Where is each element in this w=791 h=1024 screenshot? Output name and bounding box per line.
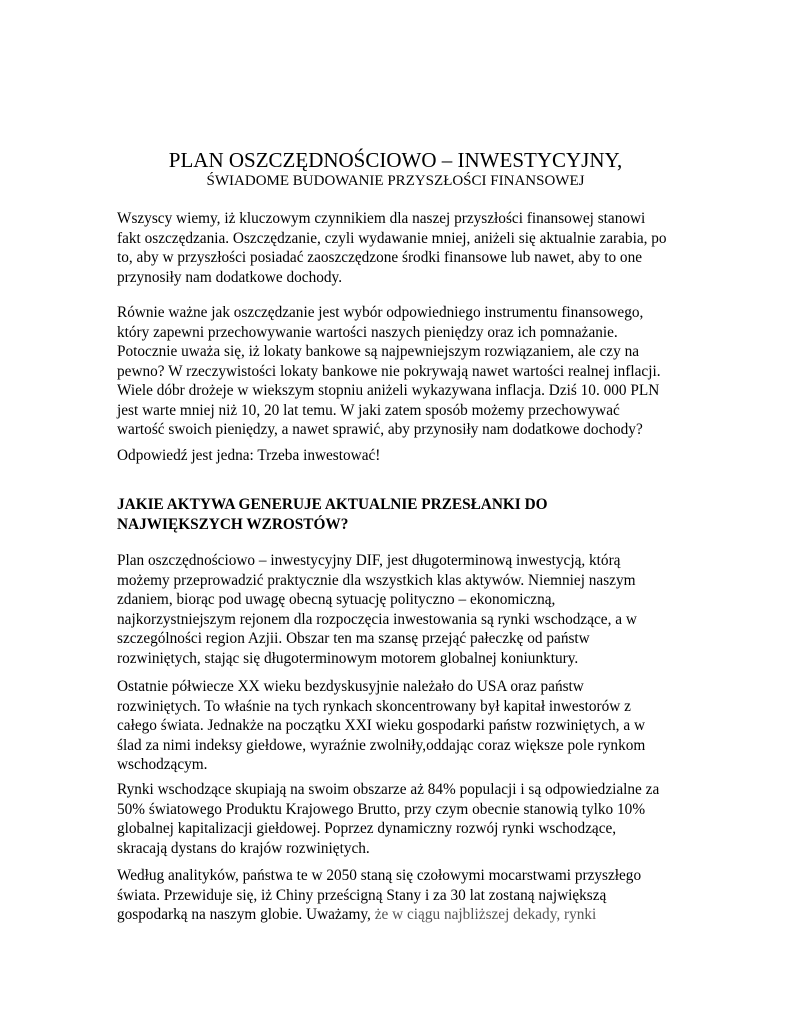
text-line: szczególności region Azjii. Obszar ten ma szansę przejąć pałeczkę od państw bbox=[117, 630, 590, 647]
paragraph-dif-plan bbox=[117, 551, 677, 668]
text-line: możemy przeprowadzić praktycznie dla wszystkich klas aktywów. Niemniej naszym bbox=[117, 571, 636, 589]
paragraph-history bbox=[117, 677, 677, 775]
document-subtitle: ŚWIADOME BUDOWANIE PRZYSZŁOŚCI FINANSOWEJ bbox=[206, 173, 585, 189]
heading-line: JAKIE AKTYWA GENERUJE AKTUALNIE PRZESŁANKI DO bbox=[117, 496, 548, 513]
text-line: to, aby w przyszłości posiadać zaoszczędzone środki finansowe lub nawet, aby to one bbox=[117, 249, 643, 266]
text-line: Rynki wschodzące skupiają na swoim obszarze aż 84% populacji i są odpowiedzialne za bbox=[117, 781, 660, 798]
text-line: Równie ważne jak oszczędzanie jest wybór odpowiedniego instrumentu finansowego, bbox=[117, 304, 644, 321]
text-line: rozwiniętych, stając się długoterminowym motorem globalnej koniunktury. bbox=[117, 649, 579, 667]
text-line: pewno? W rzeczywistości lokaty bankowe nie pokrywają nawet wartości realnej inflacji. bbox=[117, 362, 661, 380]
text-line: Wiele dóbr drożeje w wiekszym stopniu aniżeli wykazywana inflacja. Dziś 10. 000 PLN bbox=[117, 382, 660, 399]
text-line: przynosiły nam dodatkowe dochody. bbox=[117, 268, 343, 286]
text-line: który zapewni przechowywanie wartości naszych pieniędzy oraz ich pomnażanie. bbox=[117, 323, 618, 341]
text-line: Według analityków, państwa te w 2050 staną się czołowymi mocarstwami przyszłego bbox=[117, 867, 642, 884]
paragraph-instruments bbox=[117, 303, 677, 440]
text-line: Ostatnie półwiecze XX wieku bezdyskusyjnie należało do USA oraz państw bbox=[117, 678, 584, 695]
text-line: Plan oszczędnościowo – inwestycyjny DIF, jest długoterminową inwestycją, którą bbox=[117, 552, 621, 569]
text-line: wartość swoich pieniędzy, a nawet sprawić, aby przynosiły nam dodatkowe dochody? bbox=[117, 421, 643, 438]
text-line: zdaniem, biorąc pod uwagę obecną sytuację polityczno – ekonomiczną, bbox=[117, 591, 556, 608]
paragraph-emerging-markets bbox=[117, 780, 677, 858]
text-line: 50% światowego Produktu Krajowego Brutto, przy czym obecnie stanowią tylko 10% bbox=[117, 800, 646, 818]
text-line: wschodzącym. bbox=[117, 756, 208, 773]
paragraph-intro bbox=[117, 209, 677, 287]
text-line bbox=[117, 905, 677, 925]
heading-line: NAJWIĘKSZYCH WZROSTÓW? bbox=[117, 516, 349, 533]
text-segment-faded: że w ciągu najbliższej dekady, rynki bbox=[370, 906, 597, 923]
text-line: fakt oszczędzania. Oszczędzanie, czyli wydawanie mniej, aniżeli się aktualnie zarabia, po bbox=[117, 229, 667, 247]
paragraph-analysts bbox=[117, 866, 677, 925]
text-segment: gospodarką na naszym globie. Uważamy, bbox=[117, 906, 371, 923]
text-line: rozwiniętych. To właśnie na tych rynkach skoncentrowany był kapitał inwestorów z bbox=[117, 697, 631, 715]
section-heading bbox=[117, 495, 677, 535]
text-line: Odpowiedź jest jedna: Trzeba inwestować! bbox=[117, 447, 381, 464]
text-line: skracają dystans do krajów rozwiniętych. bbox=[117, 839, 370, 857]
text-line: Wszyscy wiemy, iż kluczowym czynnikiem dla naszej przyszłości finansowej stanowi bbox=[117, 210, 646, 227]
text-line: całego świata. Jednakże na początku XXI wieku gospodarki państw rozwiniętych, a w bbox=[117, 717, 645, 734]
text-line: najkorzystniejszym rejonem dla rozpoczęcia inwestowania są rynki wschodzące, a w bbox=[117, 610, 637, 628]
text-line: globalnej kapitalizacji giełdowej. Poprzez dynamiczny rozwój rynki wschodzące, bbox=[117, 820, 617, 837]
text-line: ślad za nimi indeksy giełdowe, wyraźnie zwolniły,oddając coraz większe pole rynkom bbox=[117, 736, 646, 754]
text-line: świata. Przewiduje się, iż Chiny prześcigną Stany i za 30 lat zostaną największą bbox=[117, 886, 607, 904]
document-title: PLAN OSZCZĘDNOŚCIOWO – INWESTYCYJNY, bbox=[168, 148, 623, 172]
paragraph-answer bbox=[117, 446, 677, 466]
text-line: Potocznie uważa się, iż lokaty bankowe są najpewniejszym rozwiązaniem, ale czy na bbox=[117, 343, 640, 360]
text-line: jest warte mniej niż 10, 20 lat temu. W jaki zatem sposób możemy przechowywać bbox=[117, 401, 620, 419]
